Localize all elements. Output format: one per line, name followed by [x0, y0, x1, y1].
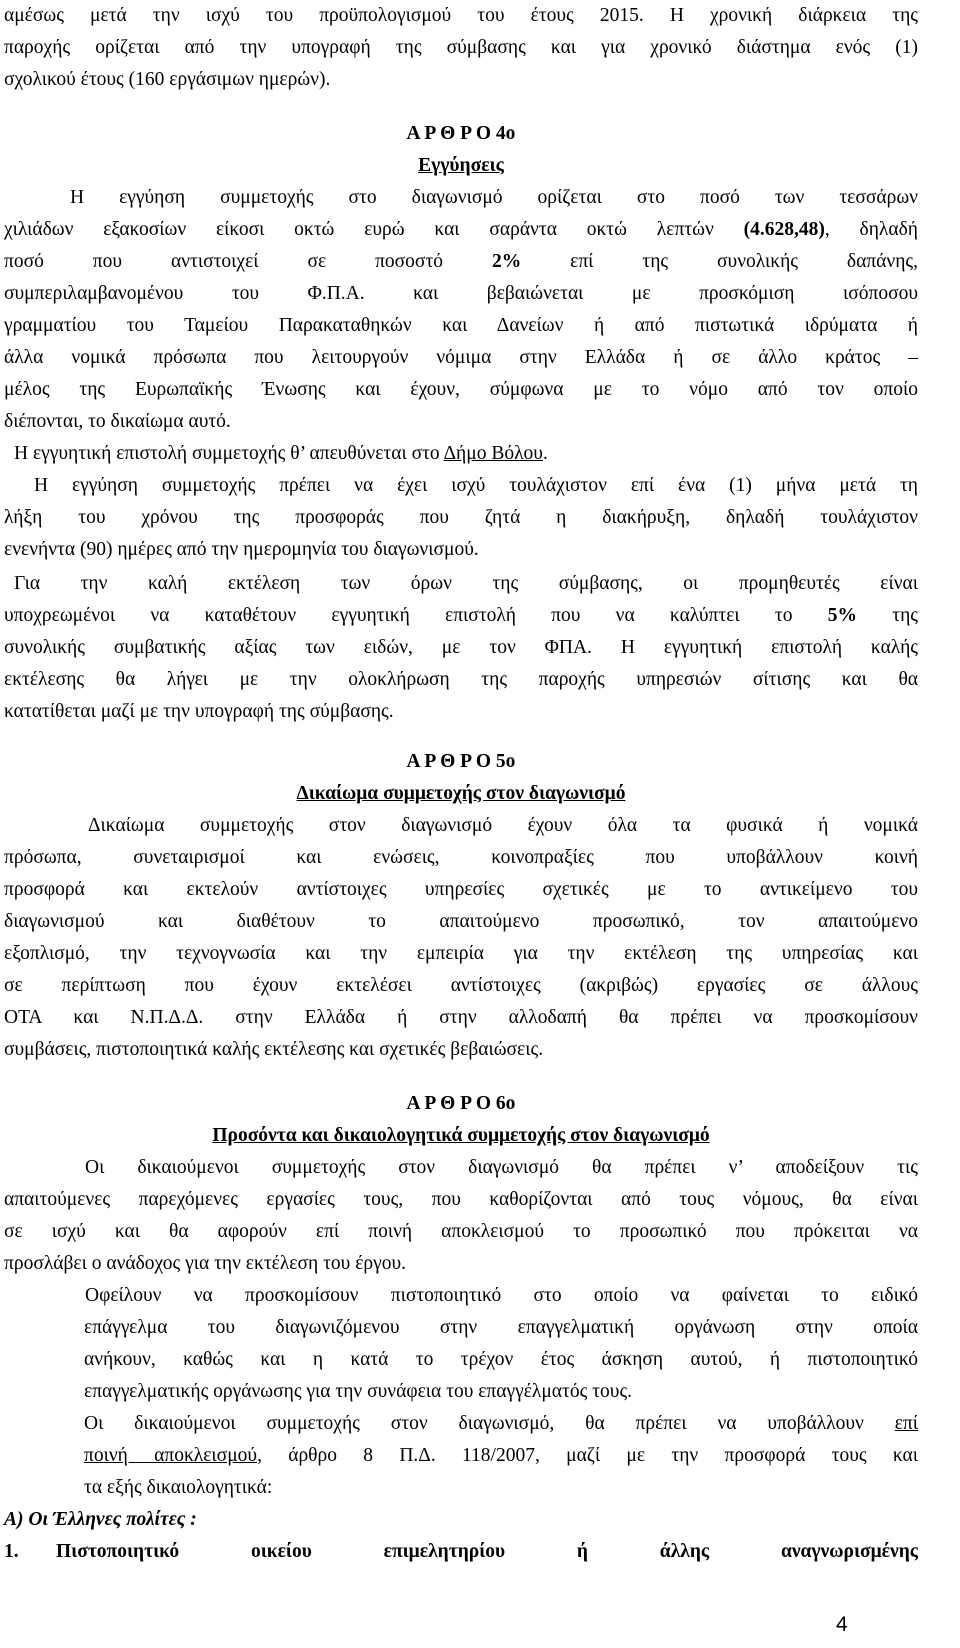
- paragraph-line: τα εξής δικαιολογητικά:: [84, 1477, 273, 1498]
- paragraph-line: συνολικής συμβατικής αξίας των ειδών, με τον ΦΠΑ. Η εγγυητική επιστολή καλής: [4, 637, 918, 658]
- paragraph-line: εκτέλεσης θα λήγει με την ολοκλήρωση της παροχής υπηρεσιών σίτισης και θα: [4, 669, 918, 690]
- paragraph-line: γραμματίου του Ταμείου Παρακαταθηκών και Δανείων ή από πιστωτικά ιδρύματα ή: [4, 315, 918, 336]
- intro-line: σχολικού έτους (160 εργάσιμων ημερών).: [4, 69, 331, 90]
- paragraph-line: Οφείλουν να προσκομίσουν πιστοποιητικό στο οποίο να φαίνεται το ειδικό: [85, 1285, 918, 1306]
- subheading-greek-citizens: Α) Οι Έλληνες πολίτες :: [4, 1509, 197, 1530]
- paragraph-line: Οι δικαιούμενοι συμμετοχής στον διαγωνισμό, θα πρέπει να υποβάλλουν επί: [84, 1413, 918, 1434]
- article-6-heading: Α Ρ Θ Ρ Ο 6ο: [406, 1093, 516, 1114]
- article-4-heading: Α Ρ Θ Ρ Ο 4ο: [406, 123, 516, 144]
- paragraph-line: επαγγελματικής οργάνωσης για την συνάφεια του επαγγέλματός τους.: [84, 1381, 633, 1402]
- paragraph-line: ποινή αποκλεισμού, άρθρο 8 Π.Δ. 118/2007, μαζί με την προσφορά τους και: [84, 1445, 918, 1466]
- intro-line: παροχής ορίζεται από την υπογραφή της σύμβασης και για χρονικό διάστημα ενός (1): [4, 37, 918, 58]
- paragraph-line: Η εγγύηση συμμετοχής στο διαγωνισμό ορίζεται στο ποσό των τεσσάρων: [70, 187, 918, 208]
- paragraph-line: Για την καλή εκτέλεση των όρων της σύμβασης, οι προμηθευτές είναι: [14, 573, 918, 594]
- paragraph-line: πρόσωπα, συνεταιρισμοί και ενώσεις, κοινοπραξίες που υποβάλλουν κοινή: [4, 847, 918, 868]
- paragraph-line: συμπεριλαμβανομένου του Φ.Π.Α. και βεβαιώνεται με προσκόμιση ισόποσου: [4, 283, 918, 304]
- underlined-phrase: ποινή αποκλεισμού: [84, 1445, 258, 1466]
- paragraph-line: απαιτούμενες παρεχόμενες εργασίες τους, που καθορίζονται από τους νόμους, θα είναι: [4, 1189, 918, 1210]
- paragraph-line: προσφορά και εκτελούν αντίστοιχες υπηρεσίες σχετικές με το αντικείμενο του: [4, 879, 918, 900]
- percent-bold: 2%: [491, 251, 522, 272]
- paragraph-line: Η εγγυητική επιστολή συμμετοχής θ’ απευθύνεται στο Δήμο Βόλου.: [14, 443, 548, 464]
- paragraph-line: σε περίπτωση που έχουν εκτελέσει αντίστοιχες (ακριβώς) εργασίες σε άλλους: [4, 975, 918, 996]
- page-number: 4: [836, 1613, 848, 1636]
- paragraph-line: ποσό που αντιστοιχεί σε ποσοστό 2% επί της συνολικής δαπάνης,: [4, 251, 918, 272]
- article-6-title: Προσόντα και δικαιολογητικά συμμετοχής στον διαγωνισμό: [212, 1125, 710, 1146]
- paragraph-line: μέλος της Ευρωπαϊκής Ένωσης και έχουν, σύμφωνα με το νόμο από τον οποίο: [4, 379, 918, 400]
- article-5-title: Δικαίωμα συμμετοχής στον διαγωνισμό: [296, 783, 626, 804]
- paragraph-line: κατατίθεται μαζί με την υπογραφή της σύμβασης.: [4, 701, 394, 722]
- paragraph-line: λήξη του χρόνου της προσφοράς που ζητά η διακήρυξη, δηλαδή τουλάχιστον: [4, 507, 918, 528]
- underlined-phrase: επί: [894, 1413, 918, 1434]
- paragraph-line: ενενήντα (90) ημέρες από την ημερομηνία του διαγωνισμού.: [4, 539, 479, 560]
- paragraph-line: επάγγελμα του διαγωνιζόμενου στην επαγγελματική οργάνωση στην οποία: [84, 1317, 918, 1338]
- paragraph-line: χιλιάδων εξακοσίων είκοσι οκτώ ευρώ και σαράντα οκτώ λεπτών (4.628,48), δηλαδή: [4, 219, 918, 240]
- paragraph-line: συμβάσεις, πιστοποιητικά καλής εκτέλεσης και σχετικές βεβαιώσεις.: [4, 1039, 544, 1060]
- paragraph-line: υποχρεωμένοι να καταθέτουν εγγυητική επιστολή που να καλύπτει το 5% της: [4, 605, 919, 626]
- paragraph-line: σε ισχύ και θα αφορούν επί ποινή αποκλεισμού το προσωπικό που πρόκειται να: [4, 1221, 918, 1242]
- paragraph-line: ΟΤΑ και Ν.Π.Δ.Δ. στην Ελλάδα ή στην αλλοδαπή θα πρέπει να προσκομίσουν: [4, 1007, 918, 1028]
- paragraph-line: Δικαίωμα συμμετοχής στον διαγωνισμό έχουν όλα τα φυσικά ή νομικά: [88, 815, 918, 836]
- paragraph-line: άλλα νομικά πρόσωπα που λειτουργούν νόμιμα στην Ελλάδα ή σε άλλο κράτος –: [4, 347, 918, 368]
- article-4-title: Εγγύησεις: [418, 155, 504, 176]
- article-5-heading: Α Ρ Θ Ρ Ο 5ο: [406, 751, 516, 772]
- percent-bold: 5%: [827, 605, 857, 626]
- paragraph-line: Οι δικαιούμενοι συμμετοχής στον διαγωνισμό θα πρέπει ν’ αποδείξουν τις: [85, 1157, 918, 1178]
- paragraph-line: διέπονται, το δικαίωμα αυτό.: [4, 411, 231, 432]
- paragraph-line: εξοπλισμό, την τεχνογνωσία και την εμπειρία για την εκτέλεση της υπηρεσίας και: [4, 943, 918, 964]
- municipality-name: Δήμο Βόλου: [443, 443, 543, 464]
- list-item-number: 1.: [4, 1541, 19, 1562]
- amount-bold: (4.628,48): [743, 219, 825, 240]
- paragraph-line: προσλάβει ο ανάδοχος για την εκτέλεση του έργου.: [4, 1253, 407, 1274]
- paragraph-line: Η εγγύηση συμμετοχής πρέπει να έχει ισχύ τουλάχιστον επί ένα (1) μήνα μετά τη: [34, 475, 918, 496]
- paragraph-line: ανήκουν, καθώς και η κατά το τρέχον έτος άσκηση αυτού, ή πιστοποιητικό: [84, 1349, 918, 1370]
- list-item-text: Πιστοποιητικό οικείου επιμελητηρίου ή άλλης αναγνωρισμένης: [56, 1541, 918, 1562]
- paragraph-line: διαγωνισμού και διαθέτουν το απαιτούμενο προσωπικό, τον απαιτούμενο: [4, 911, 918, 932]
- intro-line: αμέσως μετά την ισχύ του προϋπολογισμού του έτους 2015. Η χρονική διάρκεια της: [4, 5, 918, 26]
- list-item: [4, 1536, 918, 1568]
